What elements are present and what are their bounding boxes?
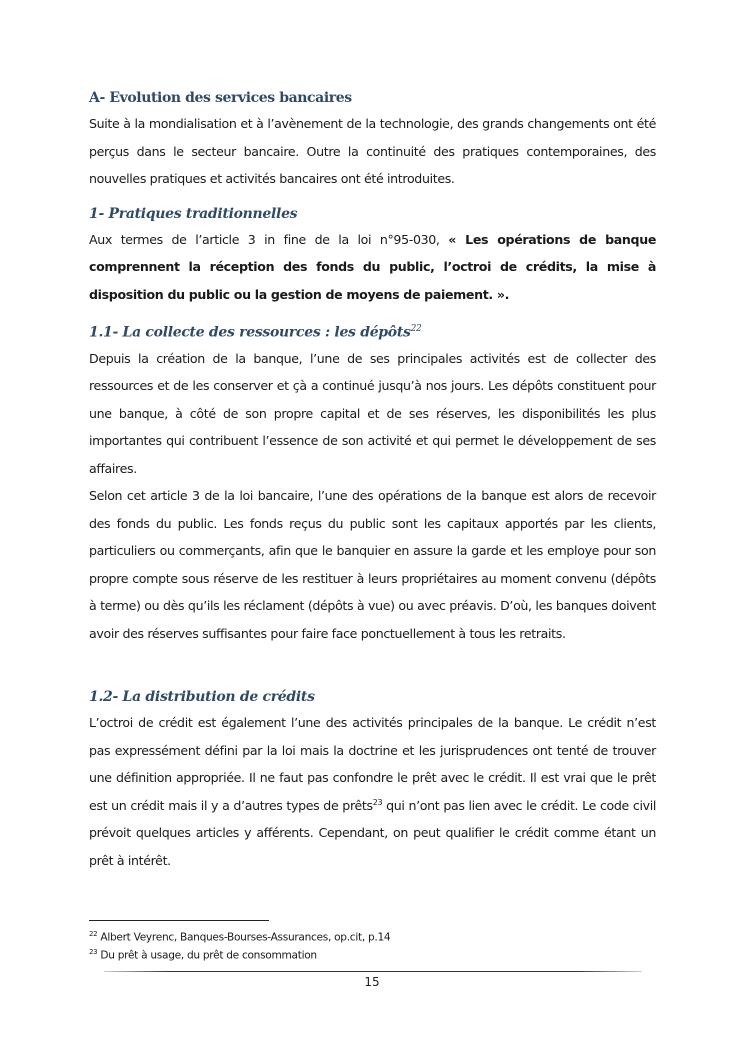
section-1-intro: Aux termes de l’article 3 in fine de la loi n°95-030, xyxy=(89,231,449,247)
section-1-2-paragraph xyxy=(89,709,656,874)
section-1-2-heading: 1.2- La distribution de crédits xyxy=(89,689,315,706)
footnote-text: Du prêt à usage, du prêt de consommation xyxy=(97,949,317,962)
section-1-1-paragraph-1: Depuis la création de la banque, l’une de ses principales activités est de collecter des ressources et de les conserver et çà a continué jusqu’à nos jours. Les dépôts constituent pour une banque, à côté de son propre capital et de ses réserves, les disponibilités les plus importantes qui contribuent l’essence de son activité et qui permet le développement de ses affaires. xyxy=(89,350,656,476)
footnote-separator xyxy=(89,920,269,921)
section-1-2-text-b: qui n’ont pas lien avec le crédit. Le code civil prévoit quelques articles y afférents. Cependant, on peut qualifier le crédit comme étant un prêt à intérêt. xyxy=(89,797,657,868)
section-1-1-heading xyxy=(89,317,656,345)
section-a-paragraph: Suite à la mondialisation et à l’avènement de la technologie, des grands changements ont été perçus dans le secteur bancaire. Outre la continuité des pratiques contemporaines, des nouvelles pratiques et activités bancaires ont été introduites. xyxy=(89,116,656,186)
section-1-heading: 1- Pratiques traditionnelles xyxy=(89,205,298,222)
section-1-paragraph xyxy=(89,226,656,309)
footnote-22 xyxy=(89,927,656,945)
section-1-2-text-a: L’octroi de crédit est également l’une des activités principales de la banque. Le crédit n’est pas expressément défini par la loi mais la doctrine et les jurisprudences ont tenté de trouver une définition appropriée. Il ne faut pas confondre le prêt avec le crédit. Il est vrai que le prêt est un crédit mais il y a d’autres types de prêts xyxy=(89,715,656,813)
section-1-1-title: 1.1- La collecte des ressources : les dépôts xyxy=(89,324,411,341)
law-quote: « Les opérations de banque comprennent la réception des fonds du public, l’octroi de crédits, la mise à disposition du public ou la gestion de moyens de paiement. ». xyxy=(89,231,657,302)
footnote-text: Albert Veyrenc, Banques-Bourses-Assurances, op.cit, p.14 xyxy=(97,931,391,944)
page-number: 15 xyxy=(364,975,380,989)
section-1-1-paragraph-2: Selon cet article 3 de la loi bancaire, l’une des opérations de la banque est alors de recevoir des fonds du public. Les fonds reçus du public sont les capitaux apportés par les clients, particuliers ou commerçants, afin que le banquier en assure la garde et les employe pour son propre compte sous réserve de les restituer à leurs propriétaires au moment convenu (dépôts à terme) ou dès qu’ils les réclament (dépôts à vue) ou avec préavis. D’où, les banques doivent avoir des réserves suffisantes pour faire face ponctuellement à tous les retraits. xyxy=(89,488,656,641)
footnote-number: 23 xyxy=(89,947,98,956)
footnote-23 xyxy=(89,945,656,963)
footnotes xyxy=(89,927,656,962)
footnote-ref-23: 23 xyxy=(372,797,383,807)
page-body xyxy=(89,86,656,874)
section-a-heading: A- Evolution des services bancaires xyxy=(89,90,352,106)
footer-separator xyxy=(104,971,642,972)
footnote-number: 22 xyxy=(89,930,98,938)
footnote-ref-22: 22 xyxy=(410,324,422,334)
